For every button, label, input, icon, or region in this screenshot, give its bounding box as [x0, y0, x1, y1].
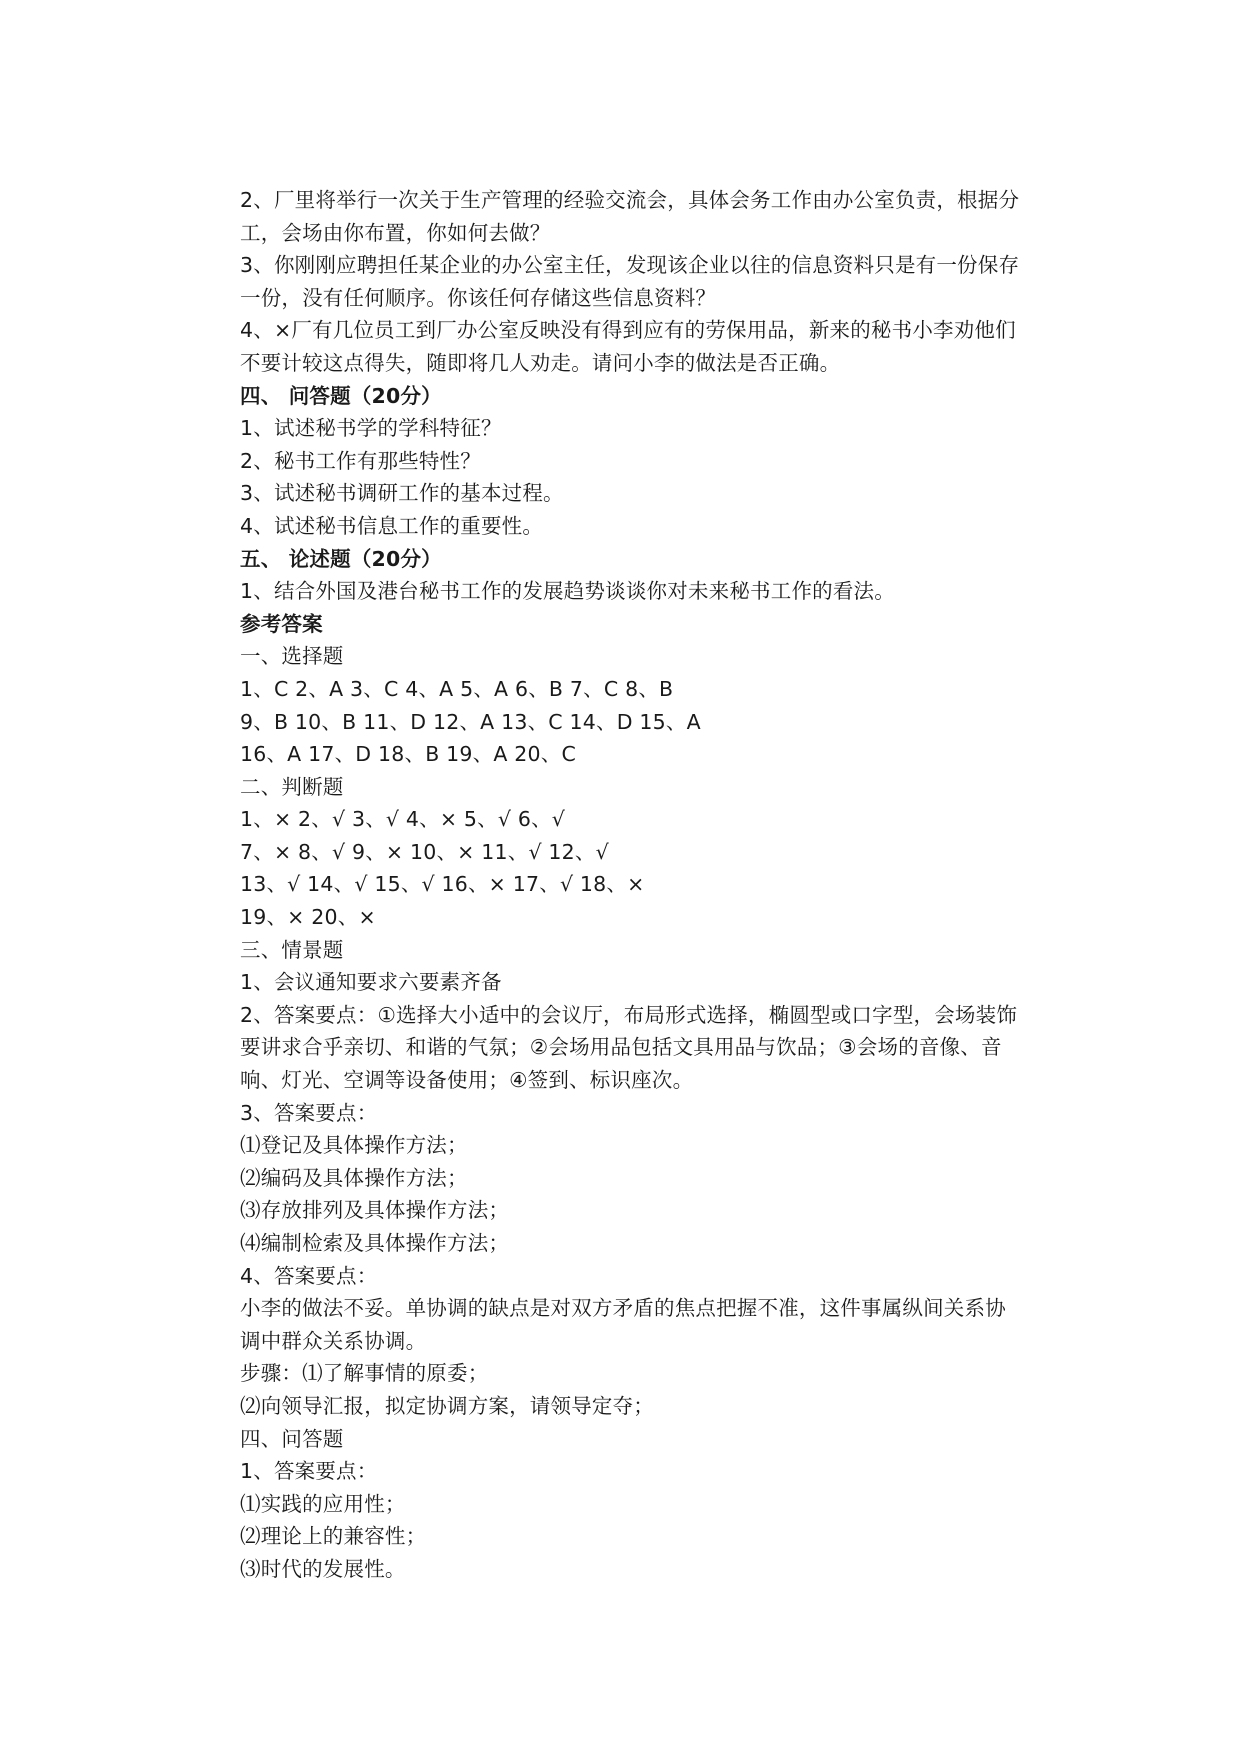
- essay-answer-1-item-3: ⑶时代的发展性。: [240, 1556, 406, 1581]
- scenario-answer-4-heading: 4、答案要点：: [240, 1263, 378, 1288]
- answers-section-scenario: 三、情景题: [240, 937, 344, 962]
- scenario-answer-4-step-1: 步骤：⑴了解事情的原委；: [240, 1361, 489, 1386]
- scenario-answer-3-item-3: ⑶存放排列及具体操作方法；: [240, 1198, 510, 1223]
- judgement-answers-row-1: 1、× 2、√ 3、√ 4、× 5、√ 6、√: [240, 807, 566, 832]
- section-heading-essay-questions: 四、 问答题（20分）: [240, 383, 442, 408]
- scenario-answer-4-step-2: ⑵向领导汇报，拟定协调方案，请领导定夺；: [240, 1393, 654, 1418]
- scenario-answer-2-line-3: 响、灯光、空调等设备使用；④签到、标识座次。: [240, 1068, 694, 1093]
- answers-heading: 参考答案: [240, 611, 323, 636]
- choice-answers-row-2: 9、B 10、B 11、D 12、A 13、C 14、D 15、A: [240, 709, 701, 734]
- question-3-line-2: 一份，没有任何顺序。你该任何存储这些信息资料？: [240, 285, 717, 310]
- answers-section-judgement: 二、判断题: [240, 774, 344, 799]
- section-heading-discussion: 五、 论述题（20分）: [240, 546, 442, 571]
- question-4-line-2: 不要计较这点得失，随即将几人劝走。请问小李的做法是否正确。: [240, 350, 841, 375]
- essay-answer-1-item-2: ⑵理论上的兼容性；: [240, 1524, 427, 1549]
- question-2-line-2: 工，会场由你布置，你如何去做？: [240, 220, 551, 245]
- scenario-answer-2-line-2: 要讲求合乎亲切、和谐的气氛；②会场用品包括文具用品与饮品；③会场的音像、音: [240, 1035, 1002, 1060]
- essay-question-4: 4、试述秘书信息工作的重要性。: [240, 513, 544, 538]
- answers-section-essay: 四、问答题: [240, 1426, 344, 1451]
- question-4-line-1: 4、×厂有几位员工到厂办公室反映没有得到应有的劳保用品，新来的秘书小李劝他们: [240, 318, 1016, 343]
- discussion-question-1: 1、结合外国及港台秘书工作的发展趋势谈谈你对未来秘书工作的看法。: [240, 579, 895, 604]
- scenario-answer-3-item-2: ⑵编码及具体操作方法；: [240, 1165, 468, 1190]
- essay-answer-1-heading: 1、答案要点：: [240, 1459, 378, 1484]
- choice-answers-row-1: 1、C 2、A 3、C 4、A 5、A 6、B 7、C 8、B: [240, 676, 674, 701]
- question-3-line-1: 3、你刚刚应聘担任某企业的办公室主任，发现该企业以往的信息资料只是有一份保存: [240, 253, 1020, 278]
- judgement-answers-row-3: 13、√ 14、√ 15、√ 16、× 17、√ 18、×: [240, 872, 645, 897]
- question-2-line-1: 2、厂里将举行一次关于生产管理的经验交流会，具体会务工作由办公室负责，根据分: [240, 188, 1020, 212]
- scenario-answer-3-item-1: ⑴登记及具体操作方法；: [240, 1133, 468, 1158]
- choice-answers-row-3: 16、A 17、D 18、B 19、A 20、C: [240, 742, 577, 767]
- document-page: [240, 184, 1060, 1586]
- essay-answer-1-item-1: ⑴实践的应用性；: [240, 1491, 406, 1516]
- essay-question-3: 3、试述秘书调研工作的基本过程。: [240, 481, 564, 506]
- scenario-answer-2-line-1: 2、答案要点：①选择大小适中的会议厅，布局形式选择，椭圆型或口字型，会场装饰: [240, 1002, 1018, 1027]
- judgement-answers-row-4: 19、× 20、×: [240, 905, 376, 930]
- answers-section-choice: 一、选择题: [240, 644, 344, 669]
- scenario-answer-1: 1、会议通知要求六要素齐备: [240, 970, 502, 995]
- scenario-answer-4-line-2: 调中群众关系协调。: [240, 1328, 427, 1353]
- scenario-answer-3-item-4: ⑷编制检索及具体操作方法；: [240, 1231, 510, 1255]
- judgement-answers-row-2: 7、× 8、√ 9、× 10、× 11、√ 12、√: [240, 839, 609, 864]
- scenario-answer-4-line-1: 小李的做法不妥。单协调的缺点是对双方矛盾的焦点把握不准，这件事属纵间关系协: [240, 1296, 1006, 1321]
- essay-question-2: 2、秘书工作有那些特性？: [240, 448, 481, 473]
- scenario-answer-3-heading: 3、答案要点：: [240, 1100, 378, 1125]
- essay-question-1: 1、试述秘书学的学科特征？: [240, 416, 502, 441]
